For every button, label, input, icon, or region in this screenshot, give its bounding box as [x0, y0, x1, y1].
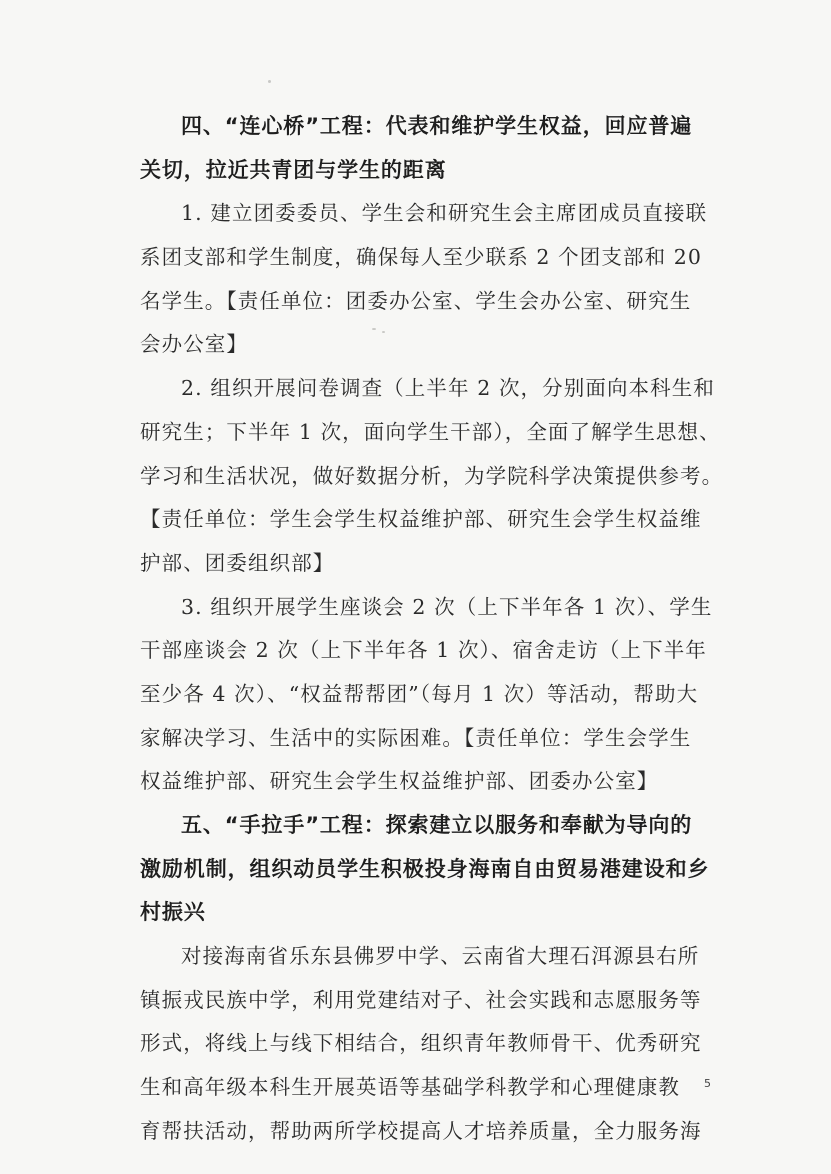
page-number: 5: [704, 1077, 711, 1090]
text-line: 名学生。【责任单位：团委办公室、学生会办公室、研究生: [140, 288, 692, 313]
document-body: [140, 105, 724, 1154]
text-line: 镇振戎民族中学，利用党建结对子、社会实践和志愿服务等: [140, 987, 702, 1012]
text-line: 权益维护部、研究生会学生权益维护部、团委办公室】: [140, 769, 659, 794]
text-line: 生和高年级本科生开展英语等基础学科教学和心理健康教: [140, 1075, 680, 1100]
heading-line: 激励机制，组织动员学生积极投身海南自由贸易港建设和乡: [140, 856, 710, 881]
text-line: 系团支部和学生制度，确保每人至少联系 2 个团支部和 20: [140, 245, 703, 270]
text-line: 3. 组织开展学生座谈会 2 次（上下半年各 1 次）、学生: [181, 594, 713, 619]
body-paragraph-item-3: [140, 586, 715, 804]
section-heading-5: [140, 804, 715, 935]
heading-line: 关切，拉近共青团与学生的距离: [140, 157, 447, 182]
text-line: 家解决学习、生活中的实际困难。【责任单位：学生会学生: [140, 725, 692, 750]
heading-line: 四、“连心桥”工程：代表和维护学生权益，回应普遍: [181, 114, 693, 138]
text-line: 学习和生活状况，做好数据分析，为学院科学决策提供参考。: [140, 463, 724, 488]
section-heading-4: [140, 105, 715, 192]
heading-line: 五、“手拉手”工程：探索建立以服务和奉献为导向的: [181, 813, 693, 837]
text-line: 干部座谈会 2 次（上下半年各 1 次）、宿舍走访（上下半年: [140, 638, 707, 663]
text-line: 育帮扶活动，帮助两所学校提高人才培养质量，全力服务海: [140, 1118, 702, 1143]
body-paragraph-item-1: [140, 192, 715, 367]
text-line: 1. 建立团委委员、学生会和研究生会主席团成员直接联: [181, 201, 708, 226]
text-line: 形式，将线上与线下相结合，组织青年教师骨干、优秀研究: [140, 1031, 702, 1056]
body-paragraph-item-2: [140, 367, 724, 585]
heading-line: 村振兴: [140, 900, 206, 925]
scan-speck: [268, 80, 271, 83]
text-line: 对接海南省乐东县佛罗中学、云南省大理石洱源县右所: [181, 944, 700, 969]
text-line: 护部、团委组织部】: [140, 550, 335, 575]
text-line: 至少各 4 次）、“权益帮帮团”（每月 1 次）等活动，帮助大: [140, 681, 699, 706]
body-paragraph-section-5: [140, 935, 715, 1153]
text-line: 2. 组织开展问卷调查（上半年 2 次，分别面向本科生和: [181, 376, 715, 401]
text-line: 【责任单位：学生会学生权益维护部、研究生会学生权益维: [140, 507, 702, 532]
text-line: 研究生；下半年 1 次，面向学生干部），全面了解学生思想、: [140, 419, 721, 444]
text-line: 会办公室】: [140, 332, 248, 357]
